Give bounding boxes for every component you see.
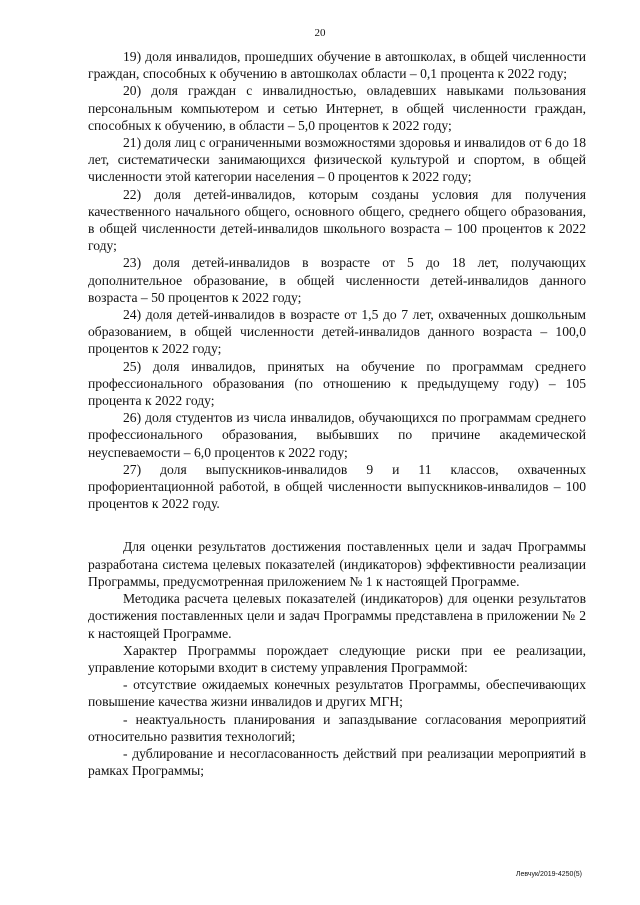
- list-item: 19) доля инвалидов, прошедших обучение в автошколах, в общей численности граждан, способных к обучению в автошколах области – 0,1 процента к 2022 году;: [88, 49, 586, 82]
- risk-item: - дублирование и несогласованность действий при реализации мероприятий в рамках Программы;: [88, 745, 586, 779]
- risk-item: - неактуальность планирования и запаздывание согласования мероприятий относительно развития технологий;: [88, 711, 586, 744]
- risk-item: - отсутствие ожидаемых конечных результатов Программы, обеспечивающих повышение качества жизни инвалидов и других МГН;: [88, 677, 586, 710]
- list-item: 26) доля студентов из числа инвалидов, обучающихся по программам среднего профессионального образования, выбывших по причине академической неуспеваемости – 6,0 процентов к 2022 году;: [88, 410, 586, 460]
- document-footer-code: Левчук/2019-4250(5): [515, 871, 582, 878]
- list-item: 20) доля граждан с инвалидностью, овладевших навыками пользования персональным компьютером и сетью Интернет, в общей численности граждан, способных к обучению, в области – 5,0 процентов к 2022 году;: [88, 83, 586, 133]
- paragraph: Методика расчета целевых показателей (индикаторов) для оценки результатов достижения поставленных цели и задач Программы представлена в приложении № 2 к настоящей Программе.: [88, 591, 586, 641]
- list-item: 22) доля детей-инвалидов, которым созданы условия для получения качественного начального общего, основного общего, среднего общего образования, в общей численности детей-инвалидов школьного возраста – 100 процентов к 2022 году;: [88, 186, 586, 254]
- page-number: 20: [314, 27, 326, 39]
- list-item: 25) доля инвалидов, принятых на обучение по программам среднего профессионального образования (по отношению к предыдущему году) – 105 процента к 2022 году;: [88, 358, 586, 409]
- document-body: [88, 48, 586, 779]
- list-item: 21) доля лиц с ограниченными возможностями здоровья и инвалидов от 6 до 18 лет, систематически занимающихся физической культурой и спортом, в общей численности этой категории населения – 0 процентов к 2022 году;: [88, 135, 586, 185]
- paragraph: Для оценки результатов достижения поставленных цели и задач Программы разработана система целевых показателей (индикаторов) эффективности реализации Программы, предусмотренная приложением № 1 к настоящей Программе.: [88, 539, 586, 589]
- list-item: 24) доля детей-инвалидов в возрасте от 1,5 до 7 лет, охваченных дошкольным образованием, в общей численности детей-инвалидов данного возраста – 100,0 процентов к 2022 году;: [88, 307, 586, 357]
- paragraph-gap: [88, 512, 586, 538]
- paragraph: Характер Программы порождает следующие риски при ее реализации, управление которыми входит в систему управления Программой:: [88, 642, 586, 675]
- list-item: 27) доля выпускников-инвалидов 9 и 11 классов, охваченных профориентационной работой, в общей численности выпускников-инвалидов – 100 процентов к 2022 году.: [88, 461, 586, 512]
- list-item: 23) доля детей-инвалидов в возрасте от 5 до 18 лет, получающих дополнительное образование, в общей численности детей-инвалидов данного возраста – 50 процентов к 2022 году;: [88, 255, 586, 305]
